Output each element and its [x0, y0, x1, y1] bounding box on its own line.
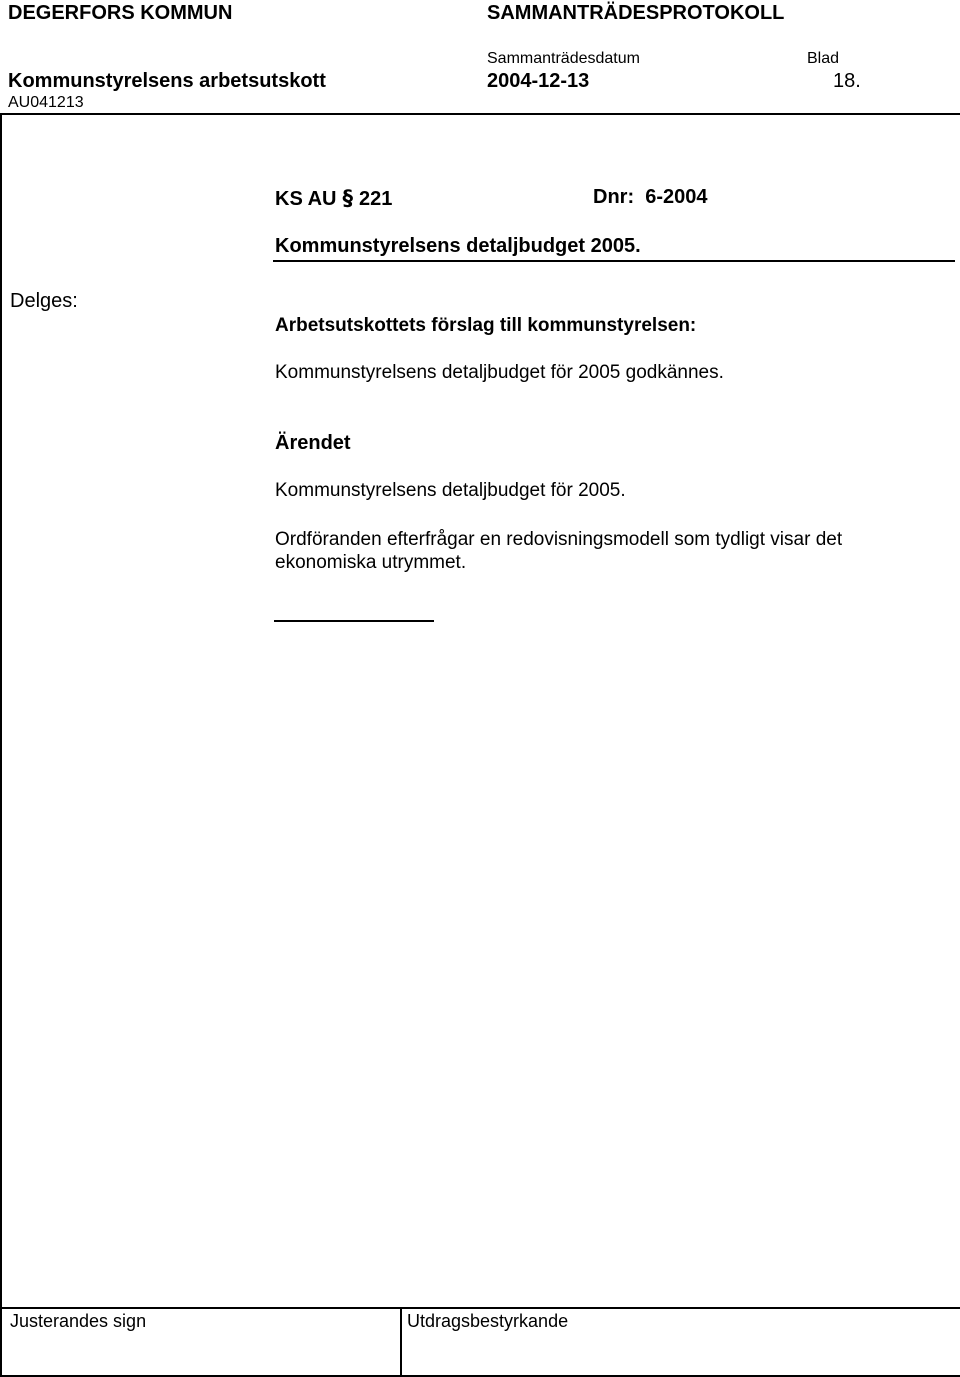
section-sign: §: [342, 186, 353, 210]
page-number: 18.: [833, 70, 861, 92]
matter-text: Kommunstyrelsens detaljbudget för 2005.: [275, 480, 626, 501]
case-number: 221: [358, 188, 393, 210]
left-margin-border: [0, 113, 2, 1377]
distributed-to-label: Delges:: [10, 290, 78, 312]
footer-divider: [400, 1307, 402, 1377]
case-title-rule: [273, 260, 955, 262]
case-title: Kommunstyrelsens detaljbudget 2005.: [275, 235, 641, 257]
document-type: SAMMANTRÄDESPROTOKOLL: [487, 2, 785, 24]
end-rule: [274, 620, 434, 622]
chair-statement: Ordföranden efterfrågar en redovisningsmodell som tydligt visar det ekonomiska utrymmet.: [275, 529, 843, 573]
diary-number: [593, 186, 708, 209]
footer-top-rule: [0, 1307, 960, 1309]
case-prefix: KS AU: [275, 188, 337, 210]
document-code: AU041213: [8, 94, 84, 111]
committee-name: Kommunstyrelsens arbetsutskott: [8, 70, 326, 92]
matter-heading: Ärendet: [275, 432, 351, 454]
case-section-id: [275, 186, 392, 211]
adjusters-sign-label: Justerandes sign: [10, 1311, 147, 1331]
dnr-label: Dnr:: [593, 186, 635, 208]
municipality-name: DEGERFORS KOMMUN: [8, 2, 233, 24]
proposal-heading: Arbetsutskottets förslag till kommunstyrelsen:: [275, 315, 697, 336]
meeting-date-caption: Sammanträdesdatum: [487, 50, 640, 67]
dnr-value: 6-2004: [645, 186, 708, 208]
header-divider: [0, 113, 960, 115]
extract-certification-label: Utdragsbestyrkande: [407, 1311, 569, 1331]
page-caption: Blad: [807, 50, 840, 67]
meeting-date: 2004-12-13: [487, 70, 590, 92]
proposal-text: Kommunstyrelsens detaljbudget för 2005 godkännes.: [275, 362, 724, 383]
